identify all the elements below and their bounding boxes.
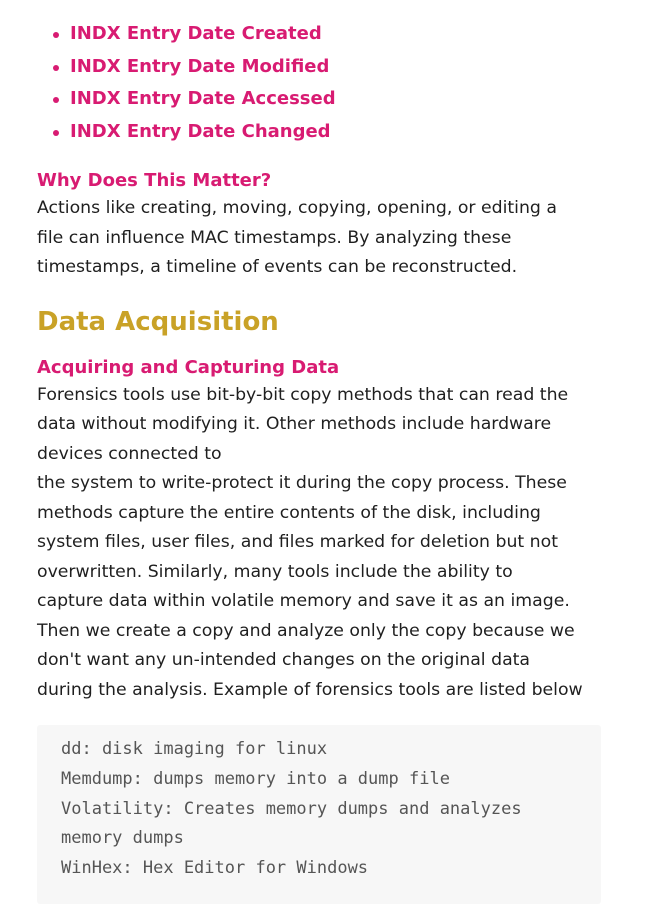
- paragraph-line: file can influence MAC timestamps. By analyzing these: [37, 227, 512, 248]
- code-line: WinHex: Hex Editor for Windows: [61, 858, 369, 879]
- code-line: Volatility: Creates memory dumps and analyzes: [61, 798, 522, 819]
- acquiring-data-heading: Acquiring and Capturing Data: [37, 356, 340, 378]
- forensics-tools-code-block: [37, 725, 601, 904]
- code-line: memory dumps: [61, 828, 184, 849]
- paragraph-line: overwritten. Similarly, many tools include the ability to: [37, 561, 513, 582]
- paragraph-line: system files, user files, and files marked for deletion but not: [37, 532, 558, 552]
- list-item-text: INDX Entry Date Changed: [70, 120, 331, 142]
- article-content: [37, 18, 609, 904]
- paragraph-line: capture data within volatile memory and save it as an image.: [37, 591, 570, 611]
- list-item: [37, 18, 609, 51]
- timestamp-list: [37, 18, 609, 148]
- paragraph-line: the system to write-protect it during the copy process. These: [37, 473, 567, 493]
- bullet-dot-icon: [53, 65, 59, 71]
- code-line: dd: disk imaging for linux: [61, 739, 328, 759]
- bullet-dot-icon: [53, 130, 59, 136]
- list-item-text: INDX Entry Date Accessed: [70, 88, 336, 109]
- why-matter-paragraph: [37, 194, 609, 283]
- list-item: [37, 83, 609, 116]
- paragraph-line: during the analysis. Example of forensics tools are listed below: [37, 679, 583, 700]
- acquisition-paragraph: [37, 381, 609, 706]
- list-item: [37, 51, 609, 84]
- list-item-text: INDX Entry Date Modified: [70, 55, 330, 77]
- paragraph-line: Then we create a copy and analyze only the copy because we: [37, 620, 575, 641]
- list-item-text: INDX Entry Date Created: [70, 23, 322, 44]
- list-item: [37, 116, 609, 149]
- paragraph-line: data without modifying it. Other methods include hardware: [37, 414, 552, 434]
- paragraph-line: Actions like creating, moving, copying, opening, or editing a: [37, 198, 557, 218]
- bullet-dot-icon: [53, 32, 59, 38]
- bullet-dot-icon: [53, 97, 59, 103]
- paragraph-line: methods capture the entire contents of the disk, including: [37, 502, 541, 523]
- paragraph-line: timestamps, a timeline of events can be reconstructed.: [37, 257, 518, 277]
- code-line: Memdump: dumps memory into a dump file: [61, 768, 450, 789]
- paragraph-line: Forensics tools use bit-by-bit copy methods that can read the: [37, 384, 569, 405]
- why-matter-heading: Why Does This Matter?: [37, 170, 272, 191]
- paragraph-line: devices connected to: [37, 443, 222, 464]
- paragraph-line: don't want any un-intended changes on the original data: [37, 650, 531, 670]
- data-acquisition-title: Data Acquisition: [37, 306, 279, 337]
